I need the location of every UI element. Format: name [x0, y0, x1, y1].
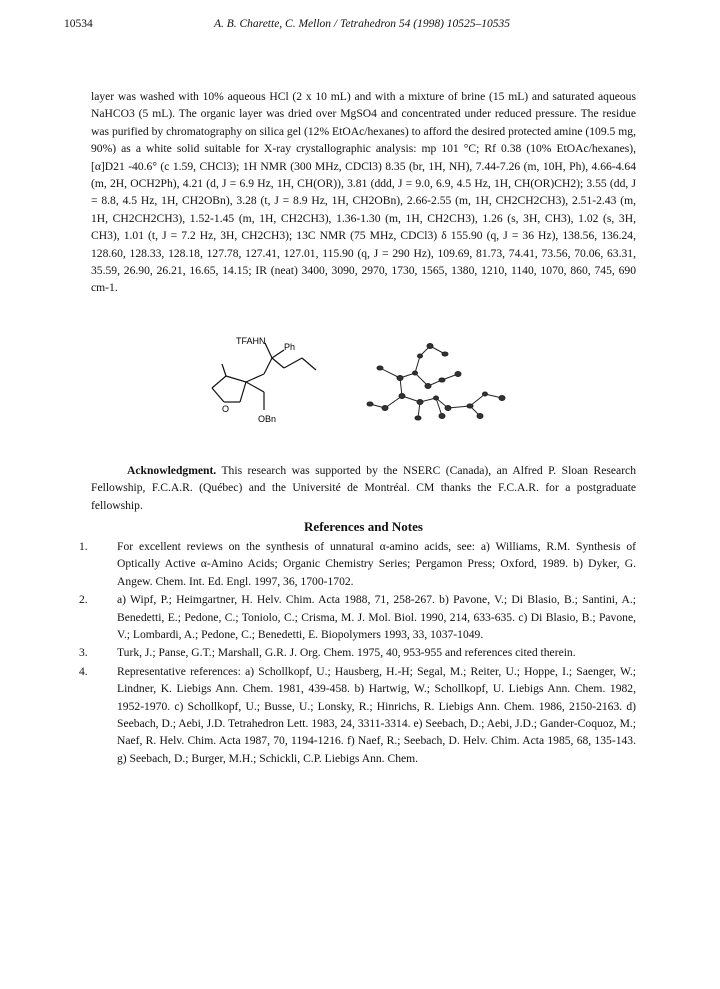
obn-label: OBn [258, 414, 277, 424]
xray-structure-drawing [367, 344, 505, 421]
structure-figure [180, 328, 540, 430]
skeletal-structure [212, 343, 316, 410]
reference-number: 1. [79, 540, 88, 553]
ph-label: Ph [284, 342, 296, 352]
reference-number: 2. [79, 593, 88, 607]
experimental-paragraph: layer was washed with 10% aqueous HCl (2 x 10 mL) and with a mixture of brine (15 mL) and saturated aqueous NaHCO3 (5 mL). The organic layer was dried over MgSO4 and concentrated under reduced pressure. The residue was purified by chromatography on silica gel (12% EtOAc/hexanes) to afford the desired protected amine (109.5 mg, 90%) as a white solid suitable for X-ray crystallographic analysis: mp 101 °C; Rf 0.38 (10% EtOAc/hexanes), [α]D21 -40.6° (c 1.59, CHCl3); 1H NMR (300 MHz, CDCl3) 8.35 (br, 1H, NH), 7.44-7.26 (m, 10H, Ph), 4.66-4.64 (m, 2H, OCH2Ph), 4.21 (d, J = 6.9 Hz, 1H, CH(OR)), 3.81 (ddd, J = 9.0, 6.9, 4.5 Hz, 1H, CH(OR)CH2); 3.55 (dd, J = 8.8, 4.5 Hz, 1H, CH2OBn), 3.28 (t, J = 8.9 Hz, 1H, CH2OBn), 2.66-2.55 (m, 1H, CH2CH2CH3), 2.51-2.43 (m, 1H, CH2CH2CH3), 1.52-1.45 (m, 1H, CH2CH3), 1.36-1.30 (m, 1H, CH2CH3), 1.26 (s, 3H, CH3), 1.02 (s, 3H, CH3), 1.01 (t, J = 7.2 Hz, 3H, CH2CH3); 13C NMR (75 MHz, CDCl3) δ 155.90 (q, J = 36 Hz), 138.56, 136.24, 128.60, 128.33, 128.18, 127.78, 127.41, 127.01, 115.90 (q, J = 290 Hz), 109.69, 81.73, 74.41, 73.56, 70.06, 63.31, 35.59, 26.90, 26.21, 16.65, 14.15; IR (neat) 3400, 3090, 2970, 1730, 1565, 1380, 1210, 1140, 1070, 860, 745, 690 cm-1. [91, 90, 636, 295]
reference-text: Turk, J.; Panse, G.T.; Marshall, G.R. J. Org. Chem. 1975, 40, 953-955 and references cited therein. [117, 646, 576, 660]
references-list [79, 538, 636, 768]
reference-item [79, 591, 636, 643]
reference-item [79, 538, 636, 590]
o-label: O [222, 404, 230, 414]
acknowledgment-text: This research was supported by the NSERC (Canada), an Alfred P. Sloan Research Fellowship, F.C.A.R. (Québec) and the Université de Montréal. CM thanks the F.C.A.R. for a postgraduate fellowship. [91, 464, 636, 512]
reference-text: a) Wipf, P.; Heimgartner, H. Helv. Chim. Acta 1988, 71, 258-267. b) Pavone, V.; Di Blasio, B.; Santini, A.; Benedetti, E.; Pedone, C.; Toniolo, C.; Crisma, M. J. Mol. Biol. 1990, 214, 633-635. c) Di Blasio, B.; Pavone, V.; Lombardi, A.; Pedone, C.; Benedetti, E. Biopolymers 1993, 33, 1037-1049. [117, 593, 636, 642]
tfahn-label: TFAHN [236, 336, 266, 346]
reference-text: For excellent reviews on the synthesis of unnatural α-amino acids, see: a) Williams, R.M. Synthesis of Optically Active α-Amino Acids; Organic Chemistry Series; Pergamon Press; Oxford, 1989. b) Dyker, G. Angew. Chem. Int. Ed. Engl. 1997, 36, 1700-1702. [117, 540, 636, 588]
reference-text: Representative references: a) Schollkopf, U.; Hausberg, H.-H; Segal, M.; Reiter, U.; Hoppe, I.; Saenger, W.; Lindner, K. Liebigs Ann. Chem. 1981, 439-458. b) Hartwig, W.; Schollkopf, U. Liebigs Ann. Chem. 1982, 1952-1970. c) Schollkopf, U.; Busse, U.; Lonsky, R.; Hinrichs, R. Liebigs Ann. Chem. 1986, 2150-2163. d) Seebach, D.; Aebi, J.D. Tetrahedron Lett. 1983, 24, 3311-3314. e) Seebach, D.; Aebi, J.D.; Gander-Coquoz, M.; Naef, R. Helv. Chim. Acta 1987, 70, 1194-1216. f) Naef, R.; Seebach, D. Helv. Chim. Acta 1985, 68, 135-143. g) Seebach, D.; Burger, M.H.; Schickli, C.P. Liebigs Ann. Chem. [117, 664, 636, 765]
running-head: A. B. Charette, C. Mellon / Tetrahedron 54 (1998) 10525–10535 [213, 18, 511, 30]
page-header [64, 18, 660, 34]
reference-item [79, 644, 636, 661]
acknowledgment-heading: Acknowledgment. [127, 464, 217, 477]
structure-drawing [180, 328, 540, 430]
acknowledgment-paragraph [91, 462, 636, 514]
reference-number: 4. [79, 664, 88, 678]
reference-number: 3. [79, 646, 88, 660]
references-title: References and Notes [304, 519, 423, 534]
reference-item [79, 663, 636, 767]
page-number: 10534 [64, 18, 93, 30]
